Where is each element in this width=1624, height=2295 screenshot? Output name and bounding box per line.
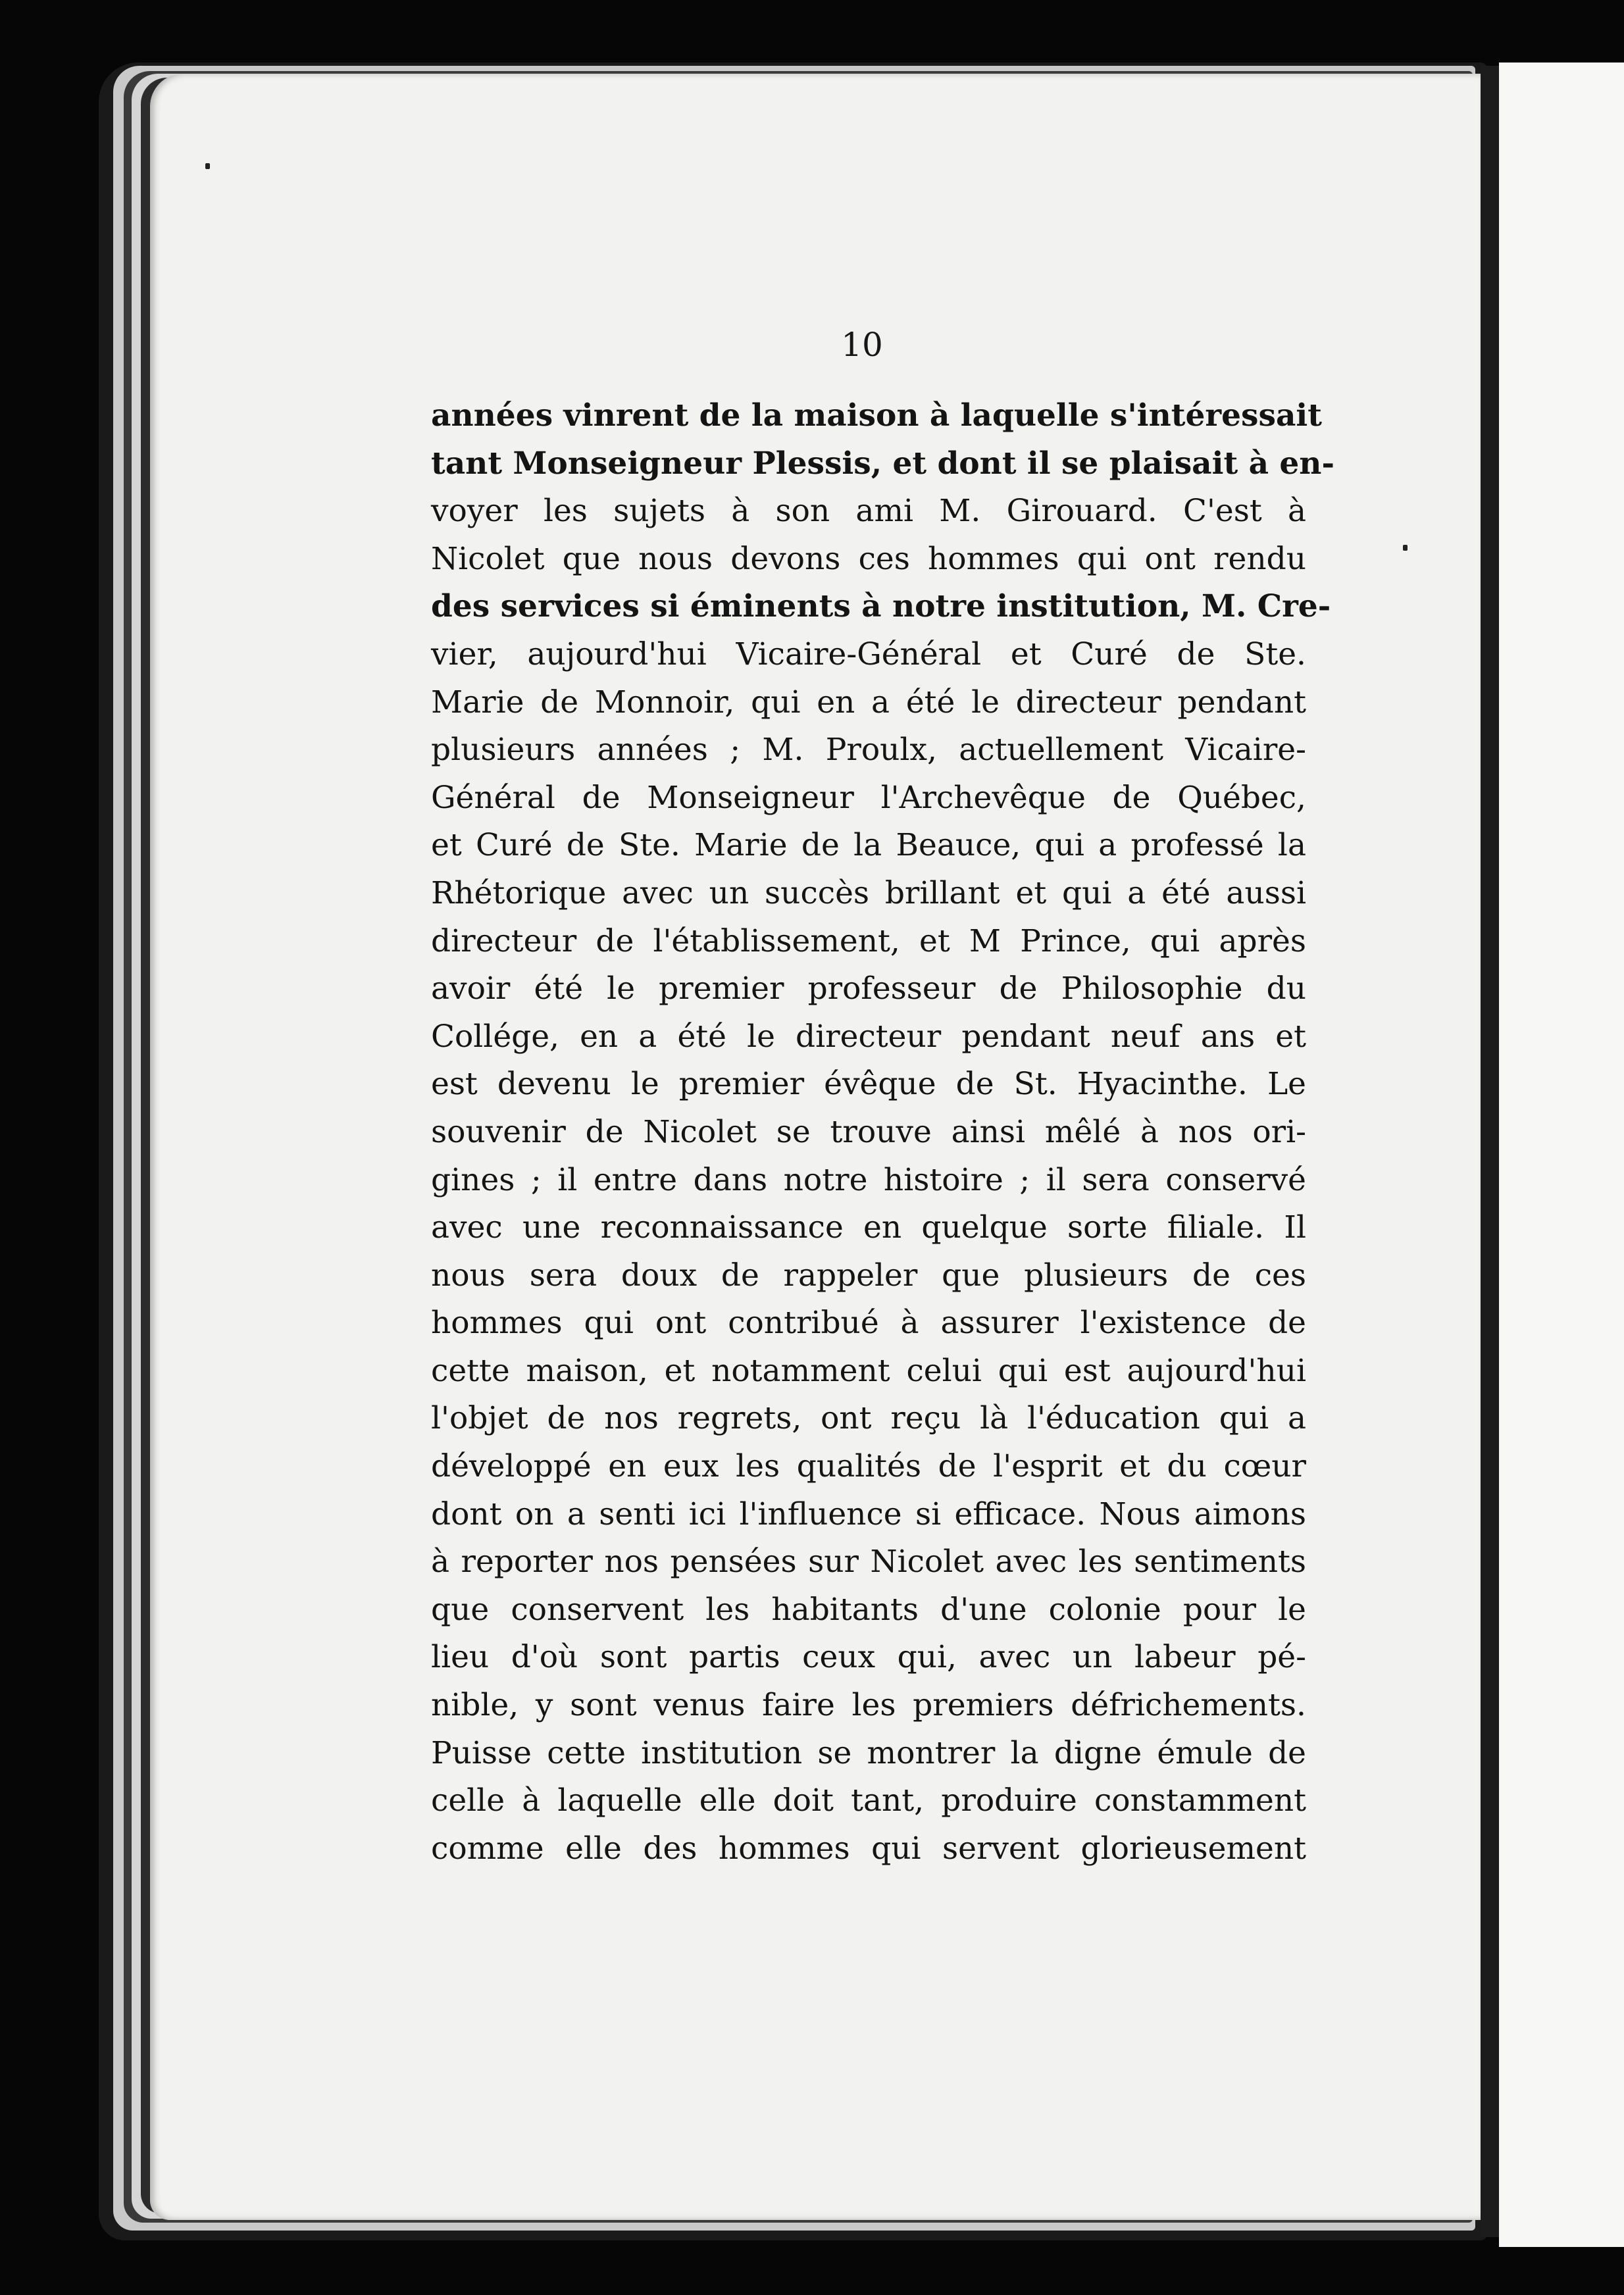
text-line: comme elle des hommes qui servent glorieusement (431, 1830, 1306, 1867)
text-line: développé en eux les qualités de l'esprit et du cœur (431, 1448, 1306, 1485)
scan-speck (205, 163, 210, 169)
text-line: Nicolet que nous devons ces hommes qui ont rendu (431, 540, 1306, 577)
text-line: nous sera doux de rappeler que plusieurs de ces (431, 1257, 1306, 1294)
body-text (431, 392, 1334, 1873)
text-line: des services si éminents à notre institution, M. Cre- (431, 588, 1331, 625)
text-line: plusieurs années ; M. Proulx, actuellement Vicaire- (431, 732, 1306, 769)
text-line: dont on a senti ici l'influence si efficace. Nous aimons (431, 1496, 1306, 1532)
text-line: et Curé de Ste. Marie de la Beauce, qui a professé la (431, 827, 1306, 864)
text-line: lieu d'où sont partis ceux qui, avec un labeur pé- (431, 1639, 1306, 1676)
text-line: voyer les sujets à son ami M. Girouard. C'est à (431, 493, 1306, 530)
text-line: avec une reconnaissance en quelque sorte filiale. Il (431, 1209, 1306, 1246)
facing-page-edge (1499, 63, 1624, 2247)
text-line: celle à laquelle elle doit tant, produire constamment (431, 1782, 1306, 1819)
text-line: l'objet de nos regrets, ont reçu là l'éducation qui a (431, 1400, 1306, 1437)
text-line: souvenir de Nicolet se trouve ainsi mêlé à nos ori- (431, 1113, 1306, 1150)
text-line: années vinrent de la maison à laquelle s'intéressait (431, 397, 1322, 434)
scan-speck (1403, 545, 1408, 551)
page-number: 10 (841, 326, 883, 364)
text-line: tant Monseigneur Plessis, et dont il se plaisait à en- (431, 445, 1334, 482)
text-line: que conservent les habitants d'une colonie pour le (431, 1591, 1306, 1628)
text-line: gines ; il entre dans notre histoire ; il sera conservé (431, 1161, 1306, 1198)
text-line: avoir été le premier professeur de Philosophie du (431, 971, 1306, 1007)
text-line: Collége, en a été le directeur pendant neuf ans et (431, 1018, 1306, 1055)
text-line: nible, y sont venus faire les premiers défrichements. (431, 1687, 1306, 1724)
text-line: hommes qui ont contribué à assurer l'existence de (431, 1305, 1306, 1342)
book-gutter (1481, 66, 1499, 2237)
text-line: cette maison, et notamment celui qui est aujourd'hui (431, 1352, 1306, 1389)
text-line: Marie de Monnoir, qui en a été le directeur pendant (431, 684, 1306, 720)
text-line: à reporter nos pensées sur Nicolet avec les sentiments (431, 1544, 1306, 1580)
text-line: vier, aujourd'hui Vicaire-Général et Curé de Ste. (431, 636, 1306, 672)
text-line: directeur de l'établissement, et M Prince, qui après (431, 922, 1306, 959)
text-line: est devenu le premier évêque de St. Hyacinthe. Le (431, 1066, 1306, 1103)
text-line: Puisse cette institution se montrer la digne émule de (431, 1734, 1306, 1771)
text-line: Rhétorique avec un succès brillant et qui a été aussi (431, 874, 1306, 911)
text-line: Général de Monseigneur l'Archevêque de Québec, (431, 779, 1306, 816)
